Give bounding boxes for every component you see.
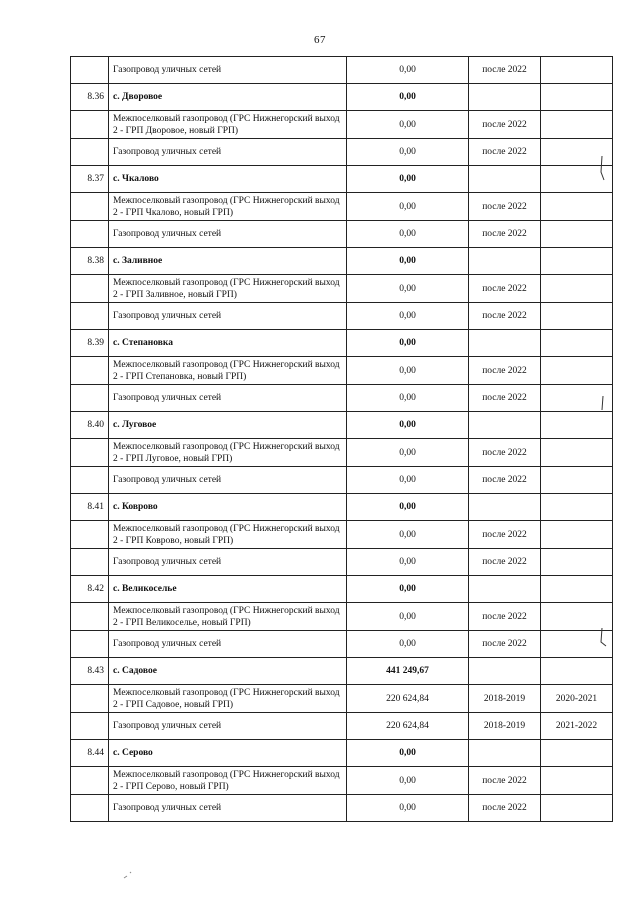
row-number-cell: 8.36 [71,84,109,111]
period-end-cell [541,549,613,576]
object-name-cell: с. Коврово [109,494,347,521]
period-start-cell: после 2022 [469,549,541,576]
row-number-cell [71,467,109,494]
cost-value-cell: 0,00 [347,248,469,275]
row-number-cell [71,713,109,740]
pipeline-row [71,57,613,84]
row-number-cell [71,385,109,412]
object-name-cell: Газопровод уличных сетей [109,57,347,84]
period-end-cell [541,330,613,357]
period-end-cell [541,439,613,467]
period-end-cell [541,57,613,84]
cost-value-cell: 0,00 [347,303,469,330]
period-end-cell [541,111,613,139]
period-start-cell: после 2022 [469,139,541,166]
row-number-cell [71,221,109,248]
period-start-cell: после 2022 [469,111,541,139]
cost-value-cell: 0,00 [347,84,469,111]
period-end-cell [541,795,613,822]
row-number-cell [71,357,109,385]
period-end-cell [541,303,613,330]
period-start-cell [469,248,541,275]
object-name-cell: с. Степановка [109,330,347,357]
object-name-cell: Межпоселковый газопровод (ГРС Нижнегорский выход 2 - ГРП Коврово, новый ГРП) [109,521,347,549]
pipeline-row [71,439,613,467]
pipeline-row [71,139,613,166]
period-end-cell [541,248,613,275]
period-start-cell [469,412,541,439]
settlement-row [71,494,613,521]
cost-value-cell: 0,00 [347,439,469,467]
cost-value-cell: 0,00 [347,193,469,221]
cost-value-cell: 220 624,84 [347,685,469,713]
object-name-cell: Газопровод уличных сетей [109,221,347,248]
object-name-cell: Газопровод уличных сетей [109,631,347,658]
period-end-cell [541,494,613,521]
pipeline-row [71,631,613,658]
object-name-cell: Газопровод уличных сетей [109,795,347,822]
period-start-cell: после 2022 [469,357,541,385]
object-name-cell: Межпоселковый газопровод (ГРС Нижнегорский выход 2 - ГРП Дворовое, новый ГРП) [109,111,347,139]
settlement-row [71,740,613,767]
row-number-cell [71,795,109,822]
cost-value-cell: 0,00 [347,385,469,412]
period-end-cell [541,275,613,303]
pipeline-row [71,385,613,412]
period-start-cell: после 2022 [469,57,541,84]
cost-value-cell: 0,00 [347,795,469,822]
page-number: 67 [314,34,326,46]
pipeline-row [71,111,613,139]
period-start-cell [469,576,541,603]
row-number-cell [71,193,109,221]
period-start-cell: после 2022 [469,221,541,248]
cost-value-cell: 0,00 [347,357,469,385]
row-number-cell [71,275,109,303]
pipeline-row [71,303,613,330]
period-start-cell: после 2022 [469,439,541,467]
cost-value-cell: 0,00 [347,467,469,494]
cost-value-cell: 0,00 [347,603,469,631]
period-end-cell [541,521,613,549]
settlement-row [71,248,613,275]
row-number-cell [71,549,109,576]
pipeline-row [71,767,613,795]
object-name-cell: Межпоселковый газопровод (ГРС Нижнегорский выход 2 - ГРП Луговое, новый ГРП) [109,439,347,467]
period-start-cell: после 2022 [469,467,541,494]
object-name-cell: с. Садовое [109,658,347,685]
period-end-cell [541,631,613,658]
row-number-cell: 8.37 [71,166,109,193]
cost-value-cell: 0,00 [347,221,469,248]
scan-speck [124,872,131,878]
row-number-cell: 8.43 [71,658,109,685]
period-start-cell [469,740,541,767]
period-start-cell: 2018-2019 [469,713,541,740]
cost-value-cell: 0,00 [347,631,469,658]
object-name-cell: Межпоселковый газопровод (ГРС Нижнегорский выход 2 - ГРП Чкалово, новый ГРП) [109,193,347,221]
period-end-cell [541,385,613,412]
cost-value-cell: 0,00 [347,275,469,303]
pipeline-row [71,795,613,822]
period-end-cell: 2021-2022 [541,713,613,740]
period-start-cell: после 2022 [469,767,541,795]
period-end-cell [541,740,613,767]
settlement-row [71,166,613,193]
object-name-cell: с. Дворовое [109,84,347,111]
period-end-cell [541,467,613,494]
period-end-cell [541,412,613,439]
row-number-cell [71,57,109,84]
row-number-cell [71,139,109,166]
pipeline-row [71,467,613,494]
pipeline-row [71,221,613,248]
period-start-cell: после 2022 [469,275,541,303]
period-start-cell [469,166,541,193]
cost-value-cell: 0,00 [347,740,469,767]
object-name-cell: Газопровод уличных сетей [109,385,347,412]
period-start-cell: после 2022 [469,795,541,822]
row-number-cell [71,111,109,139]
row-number-cell: 8.44 [71,740,109,767]
period-end-cell [541,221,613,248]
period-end-cell [541,357,613,385]
object-name-cell: Газопровод уличных сетей [109,139,347,166]
row-number-cell: 8.39 [71,330,109,357]
object-name-cell: с. Луговое [109,412,347,439]
settlement-row [71,330,613,357]
pipeline-row [71,193,613,221]
cost-value-cell: 0,00 [347,57,469,84]
period-start-cell [469,658,541,685]
pipeline-row [71,275,613,303]
cost-value-cell: 0,00 [347,521,469,549]
row-number-cell [71,439,109,467]
period-start-cell: после 2022 [469,385,541,412]
table-body [71,57,613,822]
object-name-cell: Межпоселковый газопровод (ГРС Нижнегорский выход 2 - ГРП Заливное, новый ГРП) [109,275,347,303]
period-end-cell [541,658,613,685]
period-end-cell [541,84,613,111]
cost-value-cell: 0,00 [347,494,469,521]
object-name-cell: Газопровод уличных сетей [109,549,347,576]
row-number-cell [71,303,109,330]
object-name-cell: Межпоселковый газопровод (ГРС Нижнегорский выход 2 - ГРП Степановка, новый ГРП) [109,357,347,385]
period-start-cell [469,494,541,521]
cost-value-cell: 0,00 [347,576,469,603]
settlement-row [71,84,613,111]
row-number-cell [71,631,109,658]
object-name-cell: Газопровод уличных сетей [109,467,347,494]
settlement-row [71,576,613,603]
period-end-cell: 2020-2021 [541,685,613,713]
object-name-cell: с. Великоселье [109,576,347,603]
row-number-cell: 8.41 [71,494,109,521]
cost-value-cell: 0,00 [347,330,469,357]
cost-value-cell: 0,00 [347,412,469,439]
period-end-cell [541,576,613,603]
period-start-cell: после 2022 [469,521,541,549]
cost-value-cell: 220 624,84 [347,713,469,740]
row-number-cell: 8.42 [71,576,109,603]
pipeline-row [71,713,613,740]
pipeline-row [71,549,613,576]
period-end-cell [541,603,613,631]
cost-value-cell: 0,00 [347,166,469,193]
row-number-cell: 8.40 [71,412,109,439]
object-name-cell: с. Заливное [109,248,347,275]
period-start-cell: после 2022 [469,603,541,631]
period-end-cell [541,139,613,166]
period-start-cell: после 2022 [469,193,541,221]
period-start-cell: после 2022 [469,303,541,330]
object-name-cell: Газопровод уличных сетей [109,303,347,330]
row-number-cell: 8.38 [71,248,109,275]
object-name-cell: Межпоселковый газопровод (ГРС Нижнегорский выход 2 - ГРП Садовое, новый ГРП) [109,685,347,713]
cost-value-cell: 0,00 [347,549,469,576]
pipeline-row [71,603,613,631]
row-number-cell [71,767,109,795]
settlement-row [71,658,613,685]
pipeline-row [71,685,613,713]
pipeline-row [71,521,613,549]
object-name-cell: с. Чкалово [109,166,347,193]
object-name-cell: Газопровод уличных сетей [109,713,347,740]
pipeline-row [71,357,613,385]
period-start-cell [469,84,541,111]
cost-value-cell: 0,00 [347,767,469,795]
row-number-cell [71,603,109,631]
gas-pipeline-table [70,56,613,822]
cost-value-cell: 0,00 [347,139,469,166]
period-start-cell: после 2022 [469,631,541,658]
cost-value-cell: 0,00 [347,111,469,139]
object-name-cell: с. Серово [109,740,347,767]
period-start-cell: 2018-2019 [469,685,541,713]
cost-value-cell: 441 249,67 [347,658,469,685]
row-number-cell [71,521,109,549]
object-name-cell: Межпоселковый газопровод (ГРС Нижнегорский выход 2 - ГРП Серово, новый ГРП) [109,767,347,795]
period-end-cell [541,193,613,221]
row-number-cell [71,685,109,713]
period-start-cell [469,330,541,357]
period-end-cell [541,166,613,193]
settlement-row [71,412,613,439]
object-name-cell: Межпоселковый газопровод (ГРС Нижнегорский выход 2 - ГРП Великоселье, новый ГРП) [109,603,347,631]
period-end-cell [541,767,613,795]
